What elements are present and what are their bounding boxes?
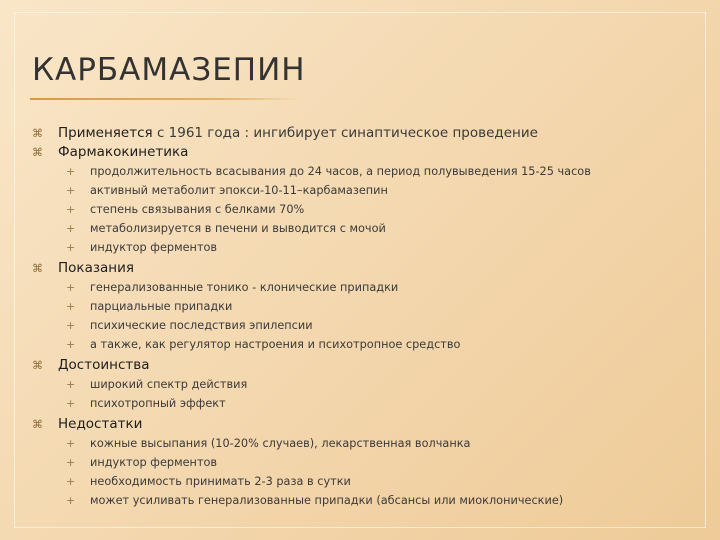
plus-bullet-icon: + <box>66 241 76 254</box>
list-item <box>28 335 698 354</box>
section-heading: Достоинства <box>58 357 150 373</box>
slide-title: КАРБАМАЗЕПИН <box>32 52 306 88</box>
list-item-text: кожные высыпания (10-20% случаев), лекарственная волчанка <box>90 437 471 450</box>
list-item-text: индуктор ферментов <box>90 456 218 469</box>
list-item <box>28 453 698 472</box>
list-item-text: может усиливать генерализованные припадки (абсансы или миоклонические) <box>90 494 564 507</box>
list-item-text: активный метаболит эпокси-10-11–карбамазепин <box>90 184 388 197</box>
list-item-text: широкий спектр действия <box>90 378 248 391</box>
section-text: с 1961 года : ингибирует синаптическое проведение <box>152 125 538 141</box>
list-item <box>28 491 698 510</box>
plus-bullet-icon: + <box>66 338 76 351</box>
list-item <box>28 181 698 200</box>
list-item <box>28 219 698 238</box>
list-item <box>28 434 698 453</box>
list-item-text: индуктор ферментов <box>90 241 218 254</box>
list-item-text: а также, как регулятор настроения и психотропное средство <box>90 338 461 351</box>
list-item-text: парциальные припадки <box>90 300 233 313</box>
plus-bullet-icon: + <box>66 494 76 507</box>
list-item-text: генерализованные тонико - клонические припадки <box>90 281 399 294</box>
plus-bullet-icon: + <box>66 378 76 391</box>
section-item <box>28 259 698 278</box>
list-item <box>28 316 698 335</box>
list-item <box>28 297 698 316</box>
plus-bullet-icon: + <box>66 397 76 410</box>
frame-border-right <box>705 12 706 528</box>
section-item <box>28 143 698 162</box>
list-item-text: необходимость принимать 2-3 раза в сутки <box>90 475 351 488</box>
section-item <box>28 356 698 375</box>
sub-list <box>28 434 698 510</box>
cross-bullet-icon: ⌘ <box>32 146 43 159</box>
list-item <box>28 200 698 219</box>
section-item <box>28 415 698 434</box>
list-item-text: психические последствия эпилепсии <box>90 319 313 332</box>
sub-list <box>28 278 698 354</box>
list-item <box>28 394 698 413</box>
slide-content <box>28 124 698 512</box>
cross-bullet-icon: ⌘ <box>32 418 43 431</box>
list-item <box>28 375 698 394</box>
plus-bullet-icon: + <box>66 184 76 197</box>
plus-bullet-icon: + <box>66 437 76 450</box>
section-heading: Фармакокинетика <box>58 144 189 160</box>
list-item <box>28 278 698 297</box>
cross-bullet-icon: ⌘ <box>32 359 43 372</box>
frame-border-bottom <box>14 527 706 528</box>
cross-bullet-icon: ⌘ <box>32 127 43 140</box>
title-underline <box>30 98 302 100</box>
section-heading: Недостатки <box>58 416 143 432</box>
plus-bullet-icon: + <box>66 319 76 332</box>
plus-bullet-icon: + <box>66 222 76 235</box>
plus-bullet-icon: + <box>66 165 76 178</box>
list-item <box>28 238 698 257</box>
list-item-text: степень связывания с белками 70% <box>90 203 305 216</box>
list-item <box>28 162 698 181</box>
frame-border-left <box>14 12 15 528</box>
section-heading: Показания <box>58 260 135 276</box>
plus-bullet-icon: + <box>66 456 76 469</box>
list-item-text: метаболизируется в печени и выводится с мочой <box>90 222 386 235</box>
sub-list <box>28 162 698 257</box>
plus-bullet-icon: + <box>66 475 76 488</box>
plus-bullet-icon: + <box>66 281 76 294</box>
frame-border-top <box>14 12 706 13</box>
plus-bullet-icon: + <box>66 203 76 216</box>
section-item <box>28 124 698 143</box>
plus-bullet-icon: + <box>66 300 76 313</box>
list-item <box>28 472 698 491</box>
section-heading: Применяется <box>58 125 153 141</box>
list-item-text: психотропный эффект <box>90 397 226 410</box>
sub-list <box>28 375 698 413</box>
list-item-text: продолжительность всасывания до 24 часов, а период полувыведения 15-25 часов <box>90 165 591 178</box>
cross-bullet-icon: ⌘ <box>32 262 43 275</box>
